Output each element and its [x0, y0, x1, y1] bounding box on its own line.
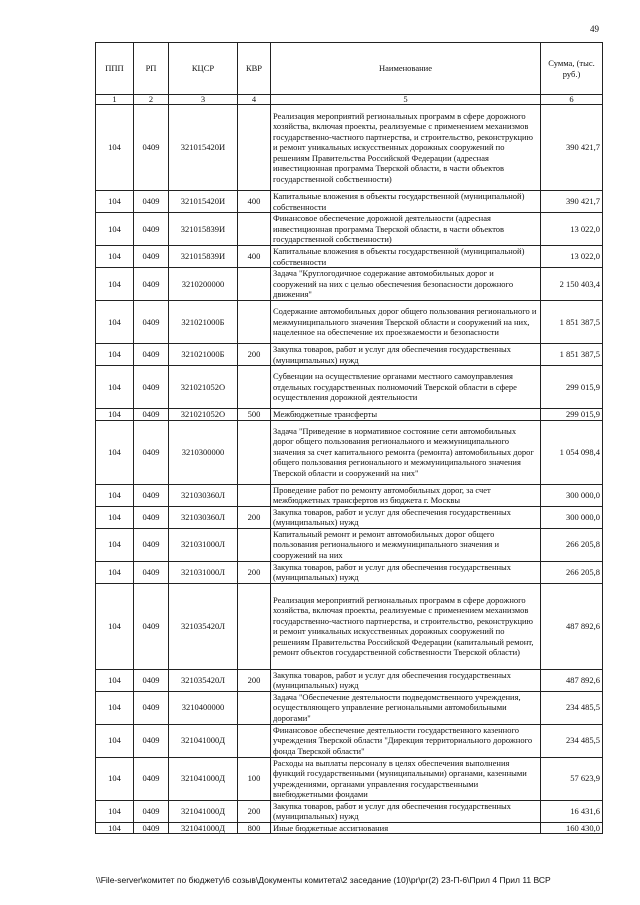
cell-ppp: 104	[96, 366, 134, 409]
cell-sum: 390 421,7	[541, 191, 603, 213]
column-number: 1	[96, 95, 134, 105]
cell-kvr	[238, 105, 271, 191]
cell-sum: 2 150 403,4	[541, 268, 603, 301]
table-row	[96, 724, 603, 757]
cell-rp: 0409	[134, 105, 169, 191]
cell-name: Межбюджетные трансферты	[271, 409, 541, 421]
file-path-footer: \\File-server\комитет по бюджету\6 созыв\Документы комитета\2 заседание (10)\pr\pr(2) 23-П-6\Прил 4 Прил 11 ВСР	[96, 875, 551, 885]
cell-kvr: 100	[238, 757, 271, 800]
cell-sum: 1 054 098,4	[541, 420, 603, 484]
cell-name: Задача "Круглогодичное содержание автомобильных дорог и сооружений на них с целью обеспечения безопасности дорожного движения"	[271, 268, 541, 301]
column-number: 6	[541, 95, 603, 105]
table-row	[96, 191, 603, 213]
table-row	[96, 669, 603, 691]
table-row	[96, 561, 603, 583]
table-row	[96, 420, 603, 484]
cell-rp: 0409	[134, 366, 169, 409]
table-row	[96, 506, 603, 528]
cell-rp: 0409	[134, 691, 169, 724]
cell-ppp: 104	[96, 583, 134, 669]
table-header-row	[96, 43, 603, 95]
cell-name: Закупка товаров, работ и услуг для обеспечения государственных (муниципальных) нужд	[271, 344, 541, 366]
cell-ppp: 104	[96, 561, 134, 583]
cell-kcsr: 321041000Д	[169, 800, 238, 822]
cell-name: Закупка товаров, работ и услуг для обеспечения государственных (муниципальных) нужд	[271, 669, 541, 691]
cell-name: Субвенции на осуществление органами местного самоуправления отдельных государственных полномочий Тверской области в сфере осуществления дорожной деятельности	[271, 366, 541, 409]
cell-ppp: 104	[96, 409, 134, 421]
table-body	[96, 105, 603, 834]
table-row	[96, 301, 603, 344]
cell-kvr	[238, 420, 271, 484]
cell-kcsr: 321035420Л	[169, 669, 238, 691]
cell-name: Задача "Обеспечение деятельности подведомственного учреждения, осуществляющего управление региональными автомобильными дорогами"	[271, 691, 541, 724]
cell-sum: 1 851 387,5	[541, 301, 603, 344]
cell-kvr	[238, 583, 271, 669]
cell-kvr	[238, 528, 271, 561]
cell-rp: 0409	[134, 344, 169, 366]
cell-kvr: 200	[238, 800, 271, 822]
cell-kcsr: 3210200000	[169, 268, 238, 301]
cell-name: Капитальные вложения в объекты государственной (муниципальной) собственности	[271, 191, 541, 213]
table-row	[96, 528, 603, 561]
cell-name: Расходы на выплаты персоналу в целях обеспечения выполнения функций государственными (муниципальными) органами, казенными учреждениями, органами управления государственными внебюджетными фондами	[271, 757, 541, 800]
cell-kcsr: 3210400000	[169, 691, 238, 724]
cell-ppp: 104	[96, 822, 134, 834]
cell-kvr	[238, 301, 271, 344]
table-row	[96, 757, 603, 800]
cell-kvr	[238, 691, 271, 724]
cell-name: Реализация мероприятий региональных программ в сфере дорожного хозяйства, включая проекты, реализуемые с применением механизмов государственно-частного партнерства, и строительство, реконструкцию и ремонт уникальных искусственных дорожных сооружений по решениям Правительства Российской Федерации (адресная инвестиционная программа Тверской области, в части объектов государственной собственности)	[271, 105, 541, 191]
cell-name: Закупка товаров, работ и услуг для обеспечения государственных (муниципальных) нужд	[271, 506, 541, 528]
header-ppp: ППП	[96, 43, 134, 95]
column-number: 3	[169, 95, 238, 105]
cell-ppp: 104	[96, 757, 134, 800]
cell-name: Финансовое обеспечение деятельности государственного казенного учреждения Тверской области "Дирекция территориального дорожного фонда Тверской области"	[271, 724, 541, 757]
cell-rp: 0409	[134, 484, 169, 506]
cell-kcsr: 321015420И	[169, 105, 238, 191]
cell-rp: 0409	[134, 409, 169, 421]
table-row	[96, 268, 603, 301]
cell-rp: 0409	[134, 268, 169, 301]
cell-rp: 0409	[134, 757, 169, 800]
cell-ppp: 104	[96, 420, 134, 484]
cell-sum: 300 000,0	[541, 506, 603, 528]
cell-kvr: 200	[238, 344, 271, 366]
cell-rp: 0409	[134, 822, 169, 834]
cell-ppp: 104	[96, 246, 134, 268]
cell-ppp: 104	[96, 344, 134, 366]
cell-rp: 0409	[134, 528, 169, 561]
cell-sum: 266 205,8	[541, 528, 603, 561]
cell-ppp: 104	[96, 800, 134, 822]
cell-name: Закупка товаров, работ и услуг для обеспечения государственных (муниципальных) нужд	[271, 800, 541, 822]
cell-ppp: 104	[96, 669, 134, 691]
cell-kvr	[238, 213, 271, 246]
header-kcsr: КЦСР	[169, 43, 238, 95]
cell-kcsr: 321015839И	[169, 246, 238, 268]
table-row	[96, 344, 603, 366]
cell-sum: 234 485,5	[541, 724, 603, 757]
cell-rp: 0409	[134, 420, 169, 484]
cell-kcsr: 321021052О	[169, 409, 238, 421]
cell-ppp: 104	[96, 691, 134, 724]
table-row	[96, 409, 603, 421]
cell-kcsr: 321041000Д	[169, 724, 238, 757]
cell-kcsr: 321041000Д	[169, 757, 238, 800]
cell-name: Задача "Приведение в нормативное состояние сети автомобильных дорог общего пользования регионального и межмуниципального значения за счет капитального ремонта (ремонта) автомобильных дорог общего пользования регионального и межмуниципального значения Тверской области и сооружений на них"	[271, 420, 541, 484]
cell-sum: 300 000,0	[541, 484, 603, 506]
cell-rp: 0409	[134, 246, 169, 268]
cell-kcsr: 321031000Л	[169, 528, 238, 561]
cell-sum: 266 205,8	[541, 561, 603, 583]
cell-ppp: 104	[96, 301, 134, 344]
table-row	[96, 366, 603, 409]
cell-ppp: 104	[96, 105, 134, 191]
cell-rp: 0409	[134, 213, 169, 246]
page-number: 49	[590, 24, 599, 34]
cell-kcsr: 321021052О	[169, 366, 238, 409]
cell-name: Закупка товаров, работ и услуг для обеспечения государственных (муниципальных) нужд	[271, 561, 541, 583]
cell-ppp: 104	[96, 484, 134, 506]
cell-sum: 1 851 387,5	[541, 344, 603, 366]
cell-kvr	[238, 268, 271, 301]
cell-name: Капитальные вложения в объекты государственной (муниципальной) собственности	[271, 246, 541, 268]
table-row	[96, 105, 603, 191]
cell-kvr	[238, 724, 271, 757]
cell-rp: 0409	[134, 561, 169, 583]
cell-kcsr: 3210300000	[169, 420, 238, 484]
cell-kcsr: 321015420И	[169, 191, 238, 213]
cell-rp: 0409	[134, 301, 169, 344]
column-number-row	[96, 95, 603, 105]
cell-kcsr: 321021000Б	[169, 301, 238, 344]
cell-sum: 13 022,0	[541, 213, 603, 246]
header-rp: РП	[134, 43, 169, 95]
cell-ppp: 104	[96, 213, 134, 246]
header-name: Наименование	[271, 43, 541, 95]
cell-kcsr: 321035420Л	[169, 583, 238, 669]
table-row	[96, 213, 603, 246]
cell-sum: 299 015,9	[541, 366, 603, 409]
cell-kcsr: 321031000Л	[169, 561, 238, 583]
cell-kvr: 400	[238, 246, 271, 268]
cell-kvr: 200	[238, 669, 271, 691]
cell-name: Иные бюджетные ассигнования	[271, 822, 541, 834]
cell-sum: 13 022,0	[541, 246, 603, 268]
header-kvr: КВР	[238, 43, 271, 95]
column-number: 2	[134, 95, 169, 105]
cell-name: Содержание автомобильных дорог общего пользования регионального и межмуниципального значения Тверской области и сооружений на них, нацеленное на обеспечение их проезжаемости и безопасности	[271, 301, 541, 344]
cell-rp: 0409	[134, 800, 169, 822]
cell-ppp: 104	[96, 506, 134, 528]
cell-name: Проведение работ по ремонту автомобильных дорог, за счет межбюджетных трансфертов из бюджета г. Москвы	[271, 484, 541, 506]
cell-sum: 16 431,6	[541, 800, 603, 822]
cell-kcsr: 321021000Б	[169, 344, 238, 366]
cell-rp: 0409	[134, 669, 169, 691]
cell-sum: 299 015,9	[541, 409, 603, 421]
cell-kvr: 200	[238, 561, 271, 583]
cell-kcsr: 321041000Д	[169, 822, 238, 834]
cell-sum: 487 892,6	[541, 583, 603, 669]
cell-sum: 487 892,6	[541, 669, 603, 691]
table-row	[96, 484, 603, 506]
cell-kvr: 500	[238, 409, 271, 421]
cell-ppp: 104	[96, 268, 134, 301]
cell-ppp: 104	[96, 528, 134, 561]
cell-sum: 57 623,9	[541, 757, 603, 800]
cell-sum: 234 485,5	[541, 691, 603, 724]
table-row	[96, 822, 603, 834]
cell-name: Финансовое обеспечение дорожной деятельности (адресная инвестиционная программа Тверской области, в части объектов государственной собственности)	[271, 213, 541, 246]
budget-table	[95, 42, 603, 834]
cell-rp: 0409	[134, 191, 169, 213]
cell-rp: 0409	[134, 583, 169, 669]
cell-name: Капитальный ремонт и ремонт автомобильных дорог общего пользования регионального и межмуниципального значения и сооружений на них	[271, 528, 541, 561]
cell-ppp: 104	[96, 724, 134, 757]
column-number: 5	[271, 95, 541, 105]
cell-ppp: 104	[96, 191, 134, 213]
cell-rp: 0409	[134, 724, 169, 757]
cell-kvr	[238, 484, 271, 506]
cell-rp: 0409	[134, 506, 169, 528]
table-row	[96, 246, 603, 268]
cell-name: Реализация мероприятий региональных программ в сфере дорожного хозяйства, включая проекты, реализуемые с применением механизмов государственно-частного партнерства, и строительство, реконструкцию и ремонт уникальных искусственных дорожных сооружений по решениям Правительства Российской Федерации (капитальный ремонт, ремонт объектов государственной собственности Тверской области)	[271, 583, 541, 669]
table-row	[96, 691, 603, 724]
table-row	[96, 583, 603, 669]
cell-sum: 160 430,0	[541, 822, 603, 834]
cell-sum: 390 421,7	[541, 105, 603, 191]
cell-kvr: 800	[238, 822, 271, 834]
cell-kvr: 200	[238, 506, 271, 528]
cell-kcsr: 321030360Л	[169, 506, 238, 528]
cell-kvr	[238, 366, 271, 409]
cell-kvr: 400	[238, 191, 271, 213]
column-number: 4	[238, 95, 271, 105]
header-sum: Сумма, (тыс. руб.)	[541, 43, 603, 95]
table-row	[96, 800, 603, 822]
cell-kcsr: 321030360Л	[169, 484, 238, 506]
cell-kcsr: 321015839И	[169, 213, 238, 246]
